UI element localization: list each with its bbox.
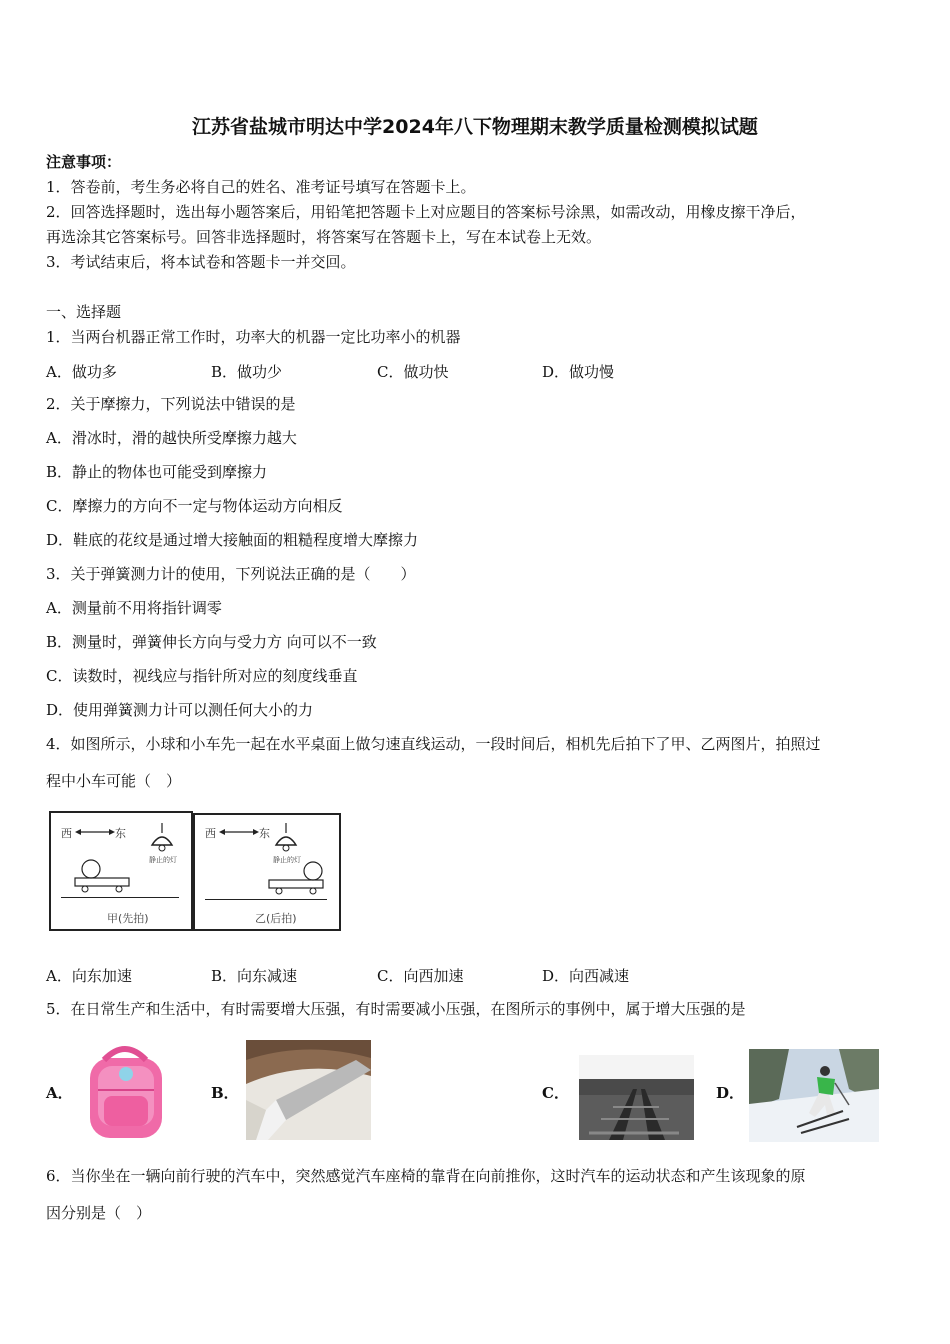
question-3-option-b: B．测量时，弹簧伸长方向与受力方 向可以不一致: [46, 633, 377, 651]
figure-panel-yi: [193, 813, 341, 931]
question-2-option-d: D．鞋底的花纹是通过增大接触面的粗糙程度增大摩擦力: [46, 531, 419, 549]
question-1-option-b: B．做功少: [211, 363, 283, 381]
table-surface-line: [205, 899, 327, 900]
question-4-option-a: A．向东加速: [46, 967, 132, 985]
question-5-stem: 5．在日常生产和生活中，有时需要增大压强，有时需要减小压强，在图所示的事例中，属于增大压强的是: [46, 1000, 746, 1018]
direction-west-label: 西: [205, 827, 216, 840]
question-4-stem-line2: 程中小车可能（ ）: [46, 772, 182, 790]
question-5-label-b: B．: [211, 1084, 239, 1102]
question-3-option-c: C．读数时，视线应与指针所对应的刻度线垂直: [46, 667, 358, 685]
question-2-stem: 2．关于摩擦力，下列说法中错误的是: [46, 395, 296, 413]
question-4-option-c: C．向西加速: [377, 967, 464, 985]
question-3-option-a: A．测量前不用将指针调零: [46, 599, 222, 617]
notice-item: 3．考试结束后，将本试卷和答题卡一并交回。: [46, 253, 356, 271]
notice-heading: 注意事项：: [46, 153, 122, 171]
question-2-option-a: A．滑冰时，滑的越快所受摩擦力越大: [46, 429, 297, 447]
direction-west-label: 西: [61, 827, 72, 840]
question-2-option-c: C．摩擦力的方向不一定与物体运动方向相反: [46, 497, 343, 515]
notice-item: 1．答卷前，考生务必将自己的姓名、准考证号填写在答题卡上。: [46, 178, 476, 196]
backpack-image: [78, 1040, 173, 1142]
question-6-stem-line2: 因分别是（ ）: [46, 1204, 152, 1222]
question-6-stem-line1: 6．当你坐在一辆向前行驶的汽车中，突然感觉汽车座椅的靠背在向前推你，这时汽车的运动状态和产生该现象的原: [46, 1167, 806, 1185]
figure-caption: 乙(后拍): [255, 912, 297, 925]
railway-track-image: [579, 1055, 694, 1140]
lamp-label: 静止的灯: [149, 856, 177, 864]
exam-title: 江苏省盐城市明达中学2024年八下物理期末教学质量检测模拟试题: [192, 116, 758, 138]
question-4-option-b: B．向东减速: [211, 967, 298, 985]
notice-item: 再选涂其它答案标号。回答非选择题时，将答案写在答题卡上，写在本试卷上无效。: [46, 228, 602, 246]
question-5-label-a: A．: [46, 1084, 73, 1102]
question-4-option-d: D．向西减速: [542, 967, 630, 985]
question-1-option-c: C．做功快: [377, 363, 449, 381]
ball-and-cart-icon: [73, 857, 133, 897]
skier-image: [749, 1049, 879, 1142]
hanging-lamp-icon: [271, 823, 301, 857]
question-2-option-b: B．静止的物体也可能受到摩擦力: [46, 463, 268, 481]
question-1-option-d: D．做功慢: [542, 363, 615, 381]
section-heading: 一、选择题: [46, 303, 122, 321]
ball-and-cart-icon: [267, 859, 327, 899]
knife-image: [246, 1040, 371, 1140]
figure-panel-jia: [49, 811, 193, 931]
question-1-stem: 1．当两台机器正常工作时，功率大的机器一定比功率小的机器: [46, 328, 461, 346]
lamp-label: 静止的灯: [273, 856, 301, 864]
direction-east-label: 东: [259, 827, 270, 840]
question-3-stem: 3．关于弹簧测力计的使用，下列说法正确的是（ ）: [46, 565, 416, 583]
direction-east-label: 东: [115, 827, 126, 840]
question-5-label-d: D．: [716, 1084, 745, 1102]
double-arrow-icon: [75, 827, 115, 837]
question-4-stem-line1: 4．如图所示，小球和小车先一起在水平桌面上做匀速直线运动，一段时间后，相机先后拍下了甲、乙两图片，拍照过: [46, 735, 821, 753]
question-3-option-d: D．使用弹簧测力计可以测任何大小的力: [46, 701, 314, 719]
hanging-lamp-icon: [147, 823, 177, 857]
question-1-option-a: A．做功多: [46, 363, 117, 381]
figure-caption: 甲(先拍): [107, 912, 149, 925]
notice-item: 2．回答选择题时，选出每小题答案后，用铅笔把答题卡上对应题目的答案标号涂黑，如需改动，用橡皮擦干净后，: [46, 203, 806, 221]
double-arrow-icon: [219, 827, 259, 837]
table-surface-line: [61, 897, 179, 898]
question-5-label-c: C．: [542, 1084, 569, 1102]
